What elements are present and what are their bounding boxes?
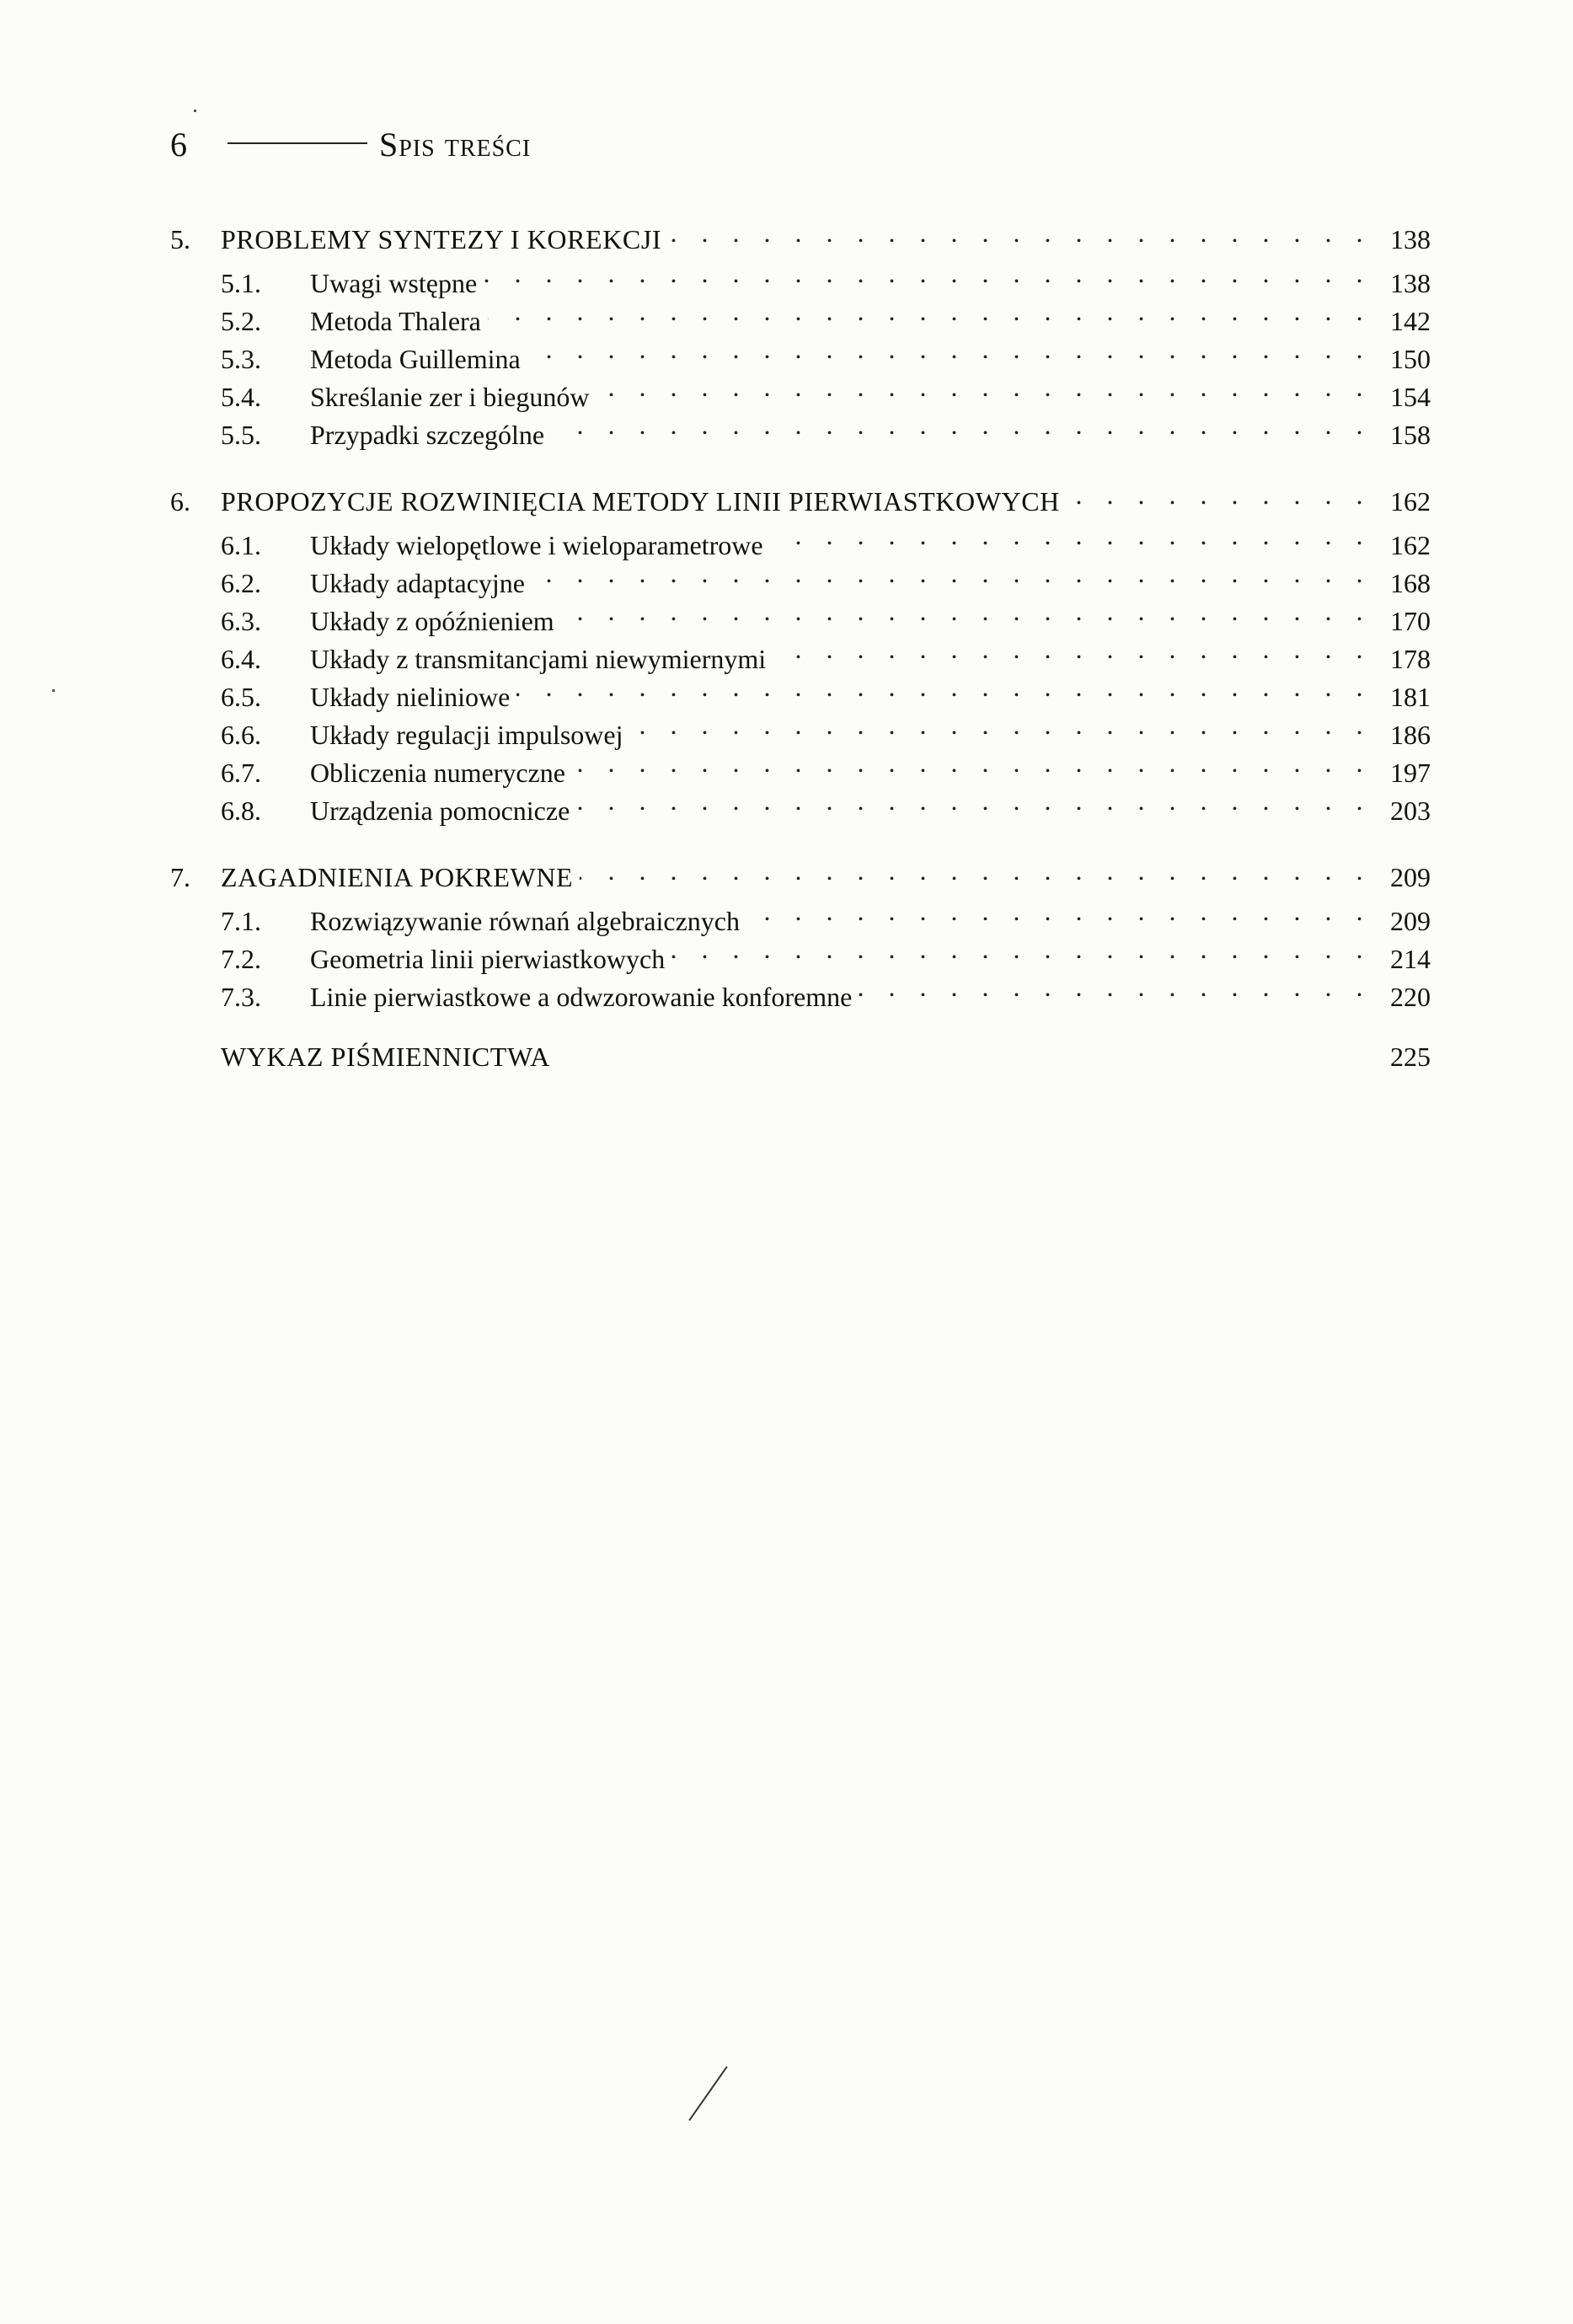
section-number: 6.7.	[221, 758, 261, 788]
section-title: Metoda Guillemina	[310, 344, 521, 374]
section-number: 6.8.	[221, 795, 261, 826]
chapter-number: 7.	[170, 862, 190, 892]
page-ref: 154	[1390, 382, 1431, 412]
dot-leader	[484, 254, 1372, 292]
page-number: 6	[170, 126, 187, 163]
page-ref: 209	[1390, 862, 1431, 892]
page-ref: 162	[1390, 530, 1431, 560]
section-title: Układy adaptacyjne	[310, 568, 525, 598]
section-title: Układy wielopętlowe i wieloparametrowe	[310, 530, 763, 560]
page-ref: 220	[1390, 982, 1431, 1012]
page-ref: 178	[1390, 644, 1431, 674]
section-title: Przypadki szczególne	[310, 420, 545, 450]
section-title: Urządzenia pomocnicze	[310, 795, 570, 826]
page-ref: 158	[1390, 420, 1431, 450]
toc-bibliography-entry	[170, 1035, 1431, 1079]
page-ref: 138	[1390, 224, 1431, 254]
page-ref: 197	[1390, 758, 1431, 788]
section-title: Układy nieliniowe	[310, 682, 511, 712]
section-title: Układy regulacji impulsowej	[310, 720, 623, 750]
section-number: 5.5.	[221, 420, 261, 450]
dot-leader	[629, 706, 1372, 744]
header-rule	[227, 142, 367, 144]
chapter-title: PROBLEMY SYNTEZY I KOREKCJI	[221, 224, 662, 254]
dot-leader	[532, 554, 1372, 592]
dot-leader	[773, 630, 1372, 668]
page-ref: 209	[1390, 906, 1431, 936]
page-ref: 138	[1390, 268, 1431, 298]
dot-leader	[488, 292, 1372, 330]
dot-leader	[859, 968, 1372, 1006]
dot-leader	[671, 930, 1372, 968]
dot-leader	[561, 592, 1372, 630]
chapter-title: ZAGADNIENIA POKREWNE	[221, 862, 574, 892]
scan-pen-stroke	[688, 2066, 727, 2121]
section-number: 7.3.	[221, 982, 261, 1012]
page-ref: 203	[1390, 795, 1431, 826]
toc-chapter-entry	[170, 473, 1431, 517]
section-title: Rozwiązywanie równań algebraicznych	[310, 906, 740, 936]
page-ref: 186	[1390, 720, 1431, 750]
dot-leader	[770, 517, 1372, 554]
dot-leader	[516, 668, 1372, 706]
dot-leader	[576, 782, 1372, 820]
section-number: 6.5.	[221, 682, 261, 712]
page-ref: 168	[1390, 568, 1431, 598]
bibliography-title: WYKAZ PIŚMIENNICTWA	[221, 1042, 550, 1072]
section-title: Linie pierwiastkowe a odwzorowanie konforemne	[310, 982, 853, 1012]
section-title: Uwagi wstępne	[310, 268, 478, 298]
section-number: 6.6.	[221, 720, 261, 750]
scan-speck	[52, 689, 55, 692]
dot-leader	[580, 849, 1372, 886]
page-ref: 170	[1390, 606, 1431, 636]
chapter-block	[170, 849, 1431, 1012]
section-title: Obliczenia numeryczne	[310, 758, 565, 788]
page-ref: 150	[1390, 344, 1431, 374]
section-title: Skreślanie zer i biegunów	[310, 382, 590, 412]
toc-chapter-entry	[170, 211, 1431, 254]
running-title: Spis treści	[379, 126, 532, 163]
dot-leader	[596, 368, 1372, 406]
page-ref: 225	[1390, 1042, 1431, 1072]
section-number: 7.2.	[221, 944, 261, 974]
chapter-number: 5.	[170, 224, 190, 254]
page-ref: 214	[1390, 944, 1431, 974]
dot-leader	[1067, 473, 1372, 511]
dot-leader	[746, 892, 1372, 930]
section-number: 7.1.	[221, 906, 261, 936]
section-number: 5.2.	[221, 306, 261, 336]
section-number: 5.4.	[221, 382, 261, 412]
section-number: 6.3.	[221, 606, 261, 636]
chapter-block	[170, 211, 1431, 450]
section-title: Geometria linii pierwiastkowych	[310, 944, 666, 974]
dot-leader	[668, 211, 1372, 249]
toc-chapter-entry	[170, 849, 1431, 892]
page-ref: 142	[1390, 306, 1431, 336]
dot-leader	[527, 330, 1372, 368]
section-number: 5.1.	[221, 268, 261, 298]
chapter-title: PROPOZYCJE ROZWINIĘCIA METODY LINII PIERWIASTKOWYCH	[221, 486, 1060, 517]
page-ref: 181	[1390, 682, 1431, 712]
page-ref: 162	[1390, 486, 1431, 517]
section-number: 6.1.	[221, 530, 261, 560]
section-title: Metoda Thalera	[310, 306, 481, 336]
section-title: Układy z opóźnieniem	[310, 606, 554, 636]
section-number: 6.2.	[221, 568, 261, 598]
dot-leader	[572, 744, 1372, 782]
chapter-block	[170, 473, 1431, 826]
page-header	[170, 125, 531, 167]
dot-leader	[551, 406, 1372, 444]
scan-speck	[194, 110, 196, 112]
section-number: 5.3.	[221, 344, 261, 374]
section-number: 6.4.	[221, 644, 261, 674]
table-of-contents	[170, 211, 1431, 1079]
chapter-number: 6.	[170, 486, 190, 517]
section-title: Układy z transmitancjami niewymiernymi	[310, 644, 767, 674]
